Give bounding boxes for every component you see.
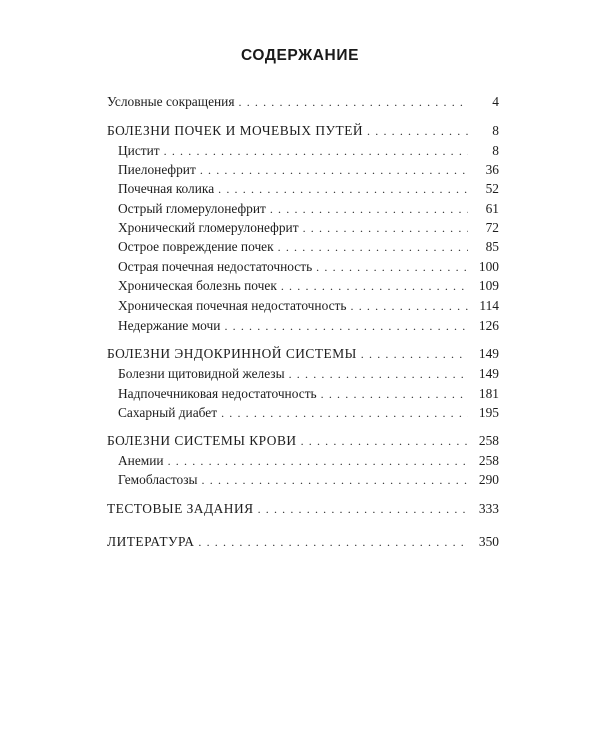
toc-entry-label: Почечная колика — [118, 181, 215, 196]
toc-entry-label: Хроническая почечная недостаточность — [118, 298, 347, 313]
toc-section-label: БОЛЕЗНИ ПОЧЕК И МОЧЕВЫХ ПУТЕЙ — [107, 123, 364, 138]
toc-entry-label: Острая почечная недостаточность — [118, 259, 313, 274]
toc-entry-page: 36 — [485, 162, 499, 177]
dot-leader — [301, 430, 468, 452]
dot-leader — [367, 120, 468, 142]
dot-leader — [224, 315, 468, 337]
dot-leader — [278, 236, 468, 258]
toc-entry-renal-colic[interactable] — [118, 178, 499, 200]
dot-leader — [239, 91, 469, 113]
toc-entry-page: 61 — [485, 201, 499, 216]
dot-leader — [258, 498, 468, 520]
toc-entry-page: 290 — [478, 472, 499, 487]
toc-entry-page: 8 — [492, 143, 499, 158]
toc-section-literature[interactable] — [107, 531, 499, 553]
dot-leader — [351, 295, 469, 317]
toc-entry-page: 149 — [478, 366, 499, 381]
toc-entry-page: 181 — [478, 386, 499, 401]
toc-section-label: ТЕСТОВЫЕ ЗАДАНИЯ — [107, 501, 254, 516]
toc-entry-label: Надпочечниковая недостаточность — [118, 386, 317, 401]
dot-leader — [202, 469, 468, 491]
dot-leader — [198, 531, 468, 553]
dot-leader — [221, 402, 468, 424]
toc-section-endocrine-diseases[interactable] — [107, 343, 499, 365]
toc-entry-page: 52 — [485, 181, 499, 196]
toc-entry-label: Болезни щитовидной железы — [118, 366, 285, 381]
toc-entry-label: Хроническая болезнь почек — [118, 278, 277, 293]
toc-entry-label: Хронический гломерулонефрит — [118, 220, 299, 235]
page-title: СОДЕРЖАНИЕ — [240, 47, 360, 64]
dot-leader — [289, 363, 468, 385]
toc-entry-hemoblastoses[interactable] — [118, 469, 499, 491]
toc-entry-page: 114 — [479, 298, 499, 313]
toc-entry-label: Условные сокращения — [107, 94, 235, 109]
dot-leader — [281, 275, 468, 297]
toc-entry-page: 195 — [478, 405, 499, 420]
toc-entry-page: 333 — [478, 501, 499, 516]
toc-entry-page: 8 — [492, 123, 499, 138]
toc-entry-urinary-incontinence[interactable] — [118, 315, 499, 337]
toc-entry-page: 4 — [492, 94, 499, 109]
toc-entry-label: Гемобластозы — [118, 472, 198, 487]
toc-section-test-tasks[interactable] — [107, 498, 499, 520]
toc-entry-chronic-renal-failure[interactable] — [118, 295, 499, 317]
toc-entry-acute-kidney-injury[interactable] — [118, 236, 499, 258]
toc-entry-page: 85 — [485, 239, 499, 254]
toc-entry-page: 109 — [478, 278, 499, 293]
toc-entry-label: Пиелонефрит — [118, 162, 196, 177]
toc-section-label: БОЛЕЗНИ СИСТЕМЫ КРОВИ — [107, 433, 297, 448]
toc-entry-diabetes-mellitus[interactable] — [118, 402, 499, 424]
toc-entry-label: Цистит — [118, 143, 160, 158]
toc-entry-chronic-kidney-disease[interactable] — [118, 275, 499, 297]
toc-entry-page: 149 — [478, 346, 499, 361]
toc-entry-label: Недержание мочи — [118, 318, 221, 333]
toc-entry-page: 258 — [478, 433, 499, 448]
toc-section-blood-diseases[interactable] — [107, 430, 499, 452]
toc-entry-abbreviations[interactable] — [107, 91, 499, 113]
toc-entry-page: 258 — [478, 453, 499, 468]
toc-entry-label: Острый гломерулонефрит — [118, 201, 266, 216]
toc-section-label: ЛИТЕРАТУРА — [107, 534, 195, 549]
toc-entry-page: 126 — [478, 318, 499, 333]
toc-entry-page: 72 — [485, 220, 499, 235]
toc-section-label: БОЛЕЗНИ ЭНДОКРИННОЙ СИСТЕМЫ — [107, 346, 357, 361]
dot-leader — [361, 343, 468, 365]
toc-entry-label: Сахарный диабет — [118, 405, 218, 420]
toc-entry-label: Острое повреждение почек — [118, 239, 274, 254]
toc-entry-thyroid-diseases[interactable] — [118, 363, 499, 385]
toc-entry-label: Анемии — [118, 453, 164, 468]
toc-entry-page: 350 — [478, 534, 499, 549]
toc-entry-page: 100 — [478, 259, 499, 274]
dot-leader — [218, 178, 468, 200]
toc-section-kidney-diseases[interactable] — [107, 120, 499, 142]
